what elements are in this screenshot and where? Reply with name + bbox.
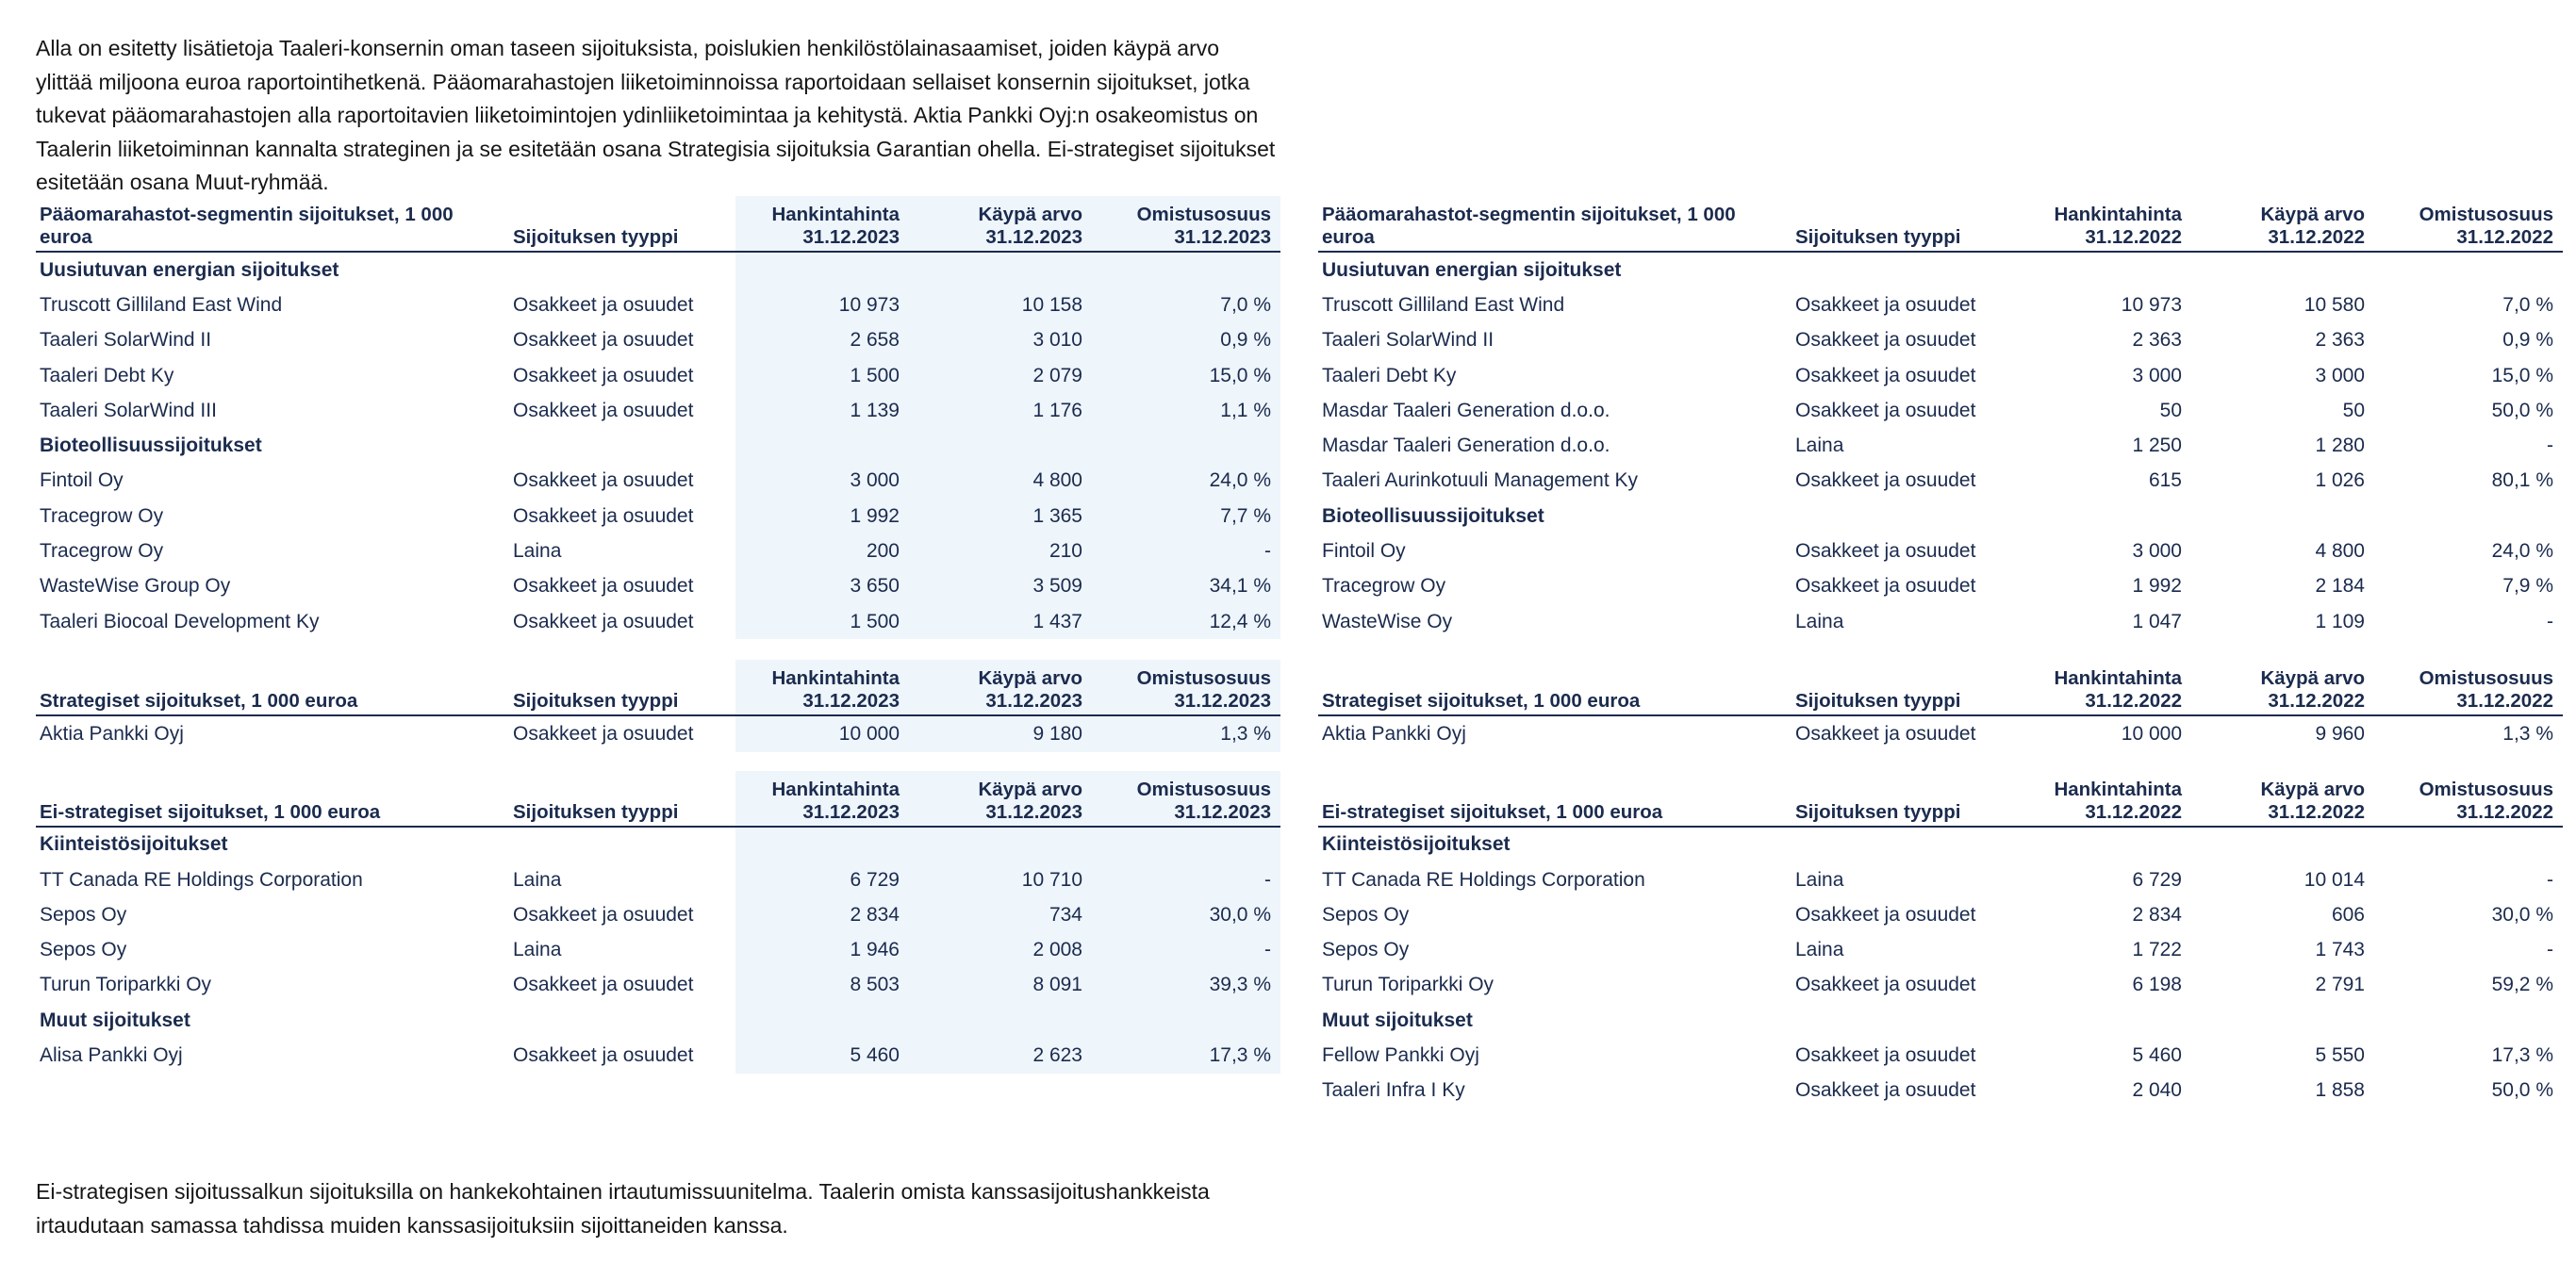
investment-type: Laina (513, 868, 562, 891)
investment-name: Taaleri Debt Ky (40, 364, 174, 386)
acquisition-cost: 1 500 (735, 358, 909, 393)
investment-type (509, 1003, 735, 1038)
investment-type: Osakkeet ja osuudet (1795, 293, 1976, 316)
acquisition-cost: 2 834 (2132, 903, 2182, 926)
investment-type (1792, 252, 2018, 287)
column-header: Sijoituksen tyyppi (509, 771, 735, 827)
ownership-share: 34,1 % (1092, 569, 1280, 604)
acquisition-cost: 3 000 (2132, 540, 2182, 563)
ownership-share: 15,0 % (1092, 358, 1280, 393)
table-row (36, 932, 1280, 967)
column-header: Hankintahinta 31.12.2022 (2018, 196, 2191, 252)
acquisition-cost: 1 946 (735, 932, 909, 967)
category-row (36, 428, 1280, 463)
table-row (1318, 533, 2563, 568)
column-header: Hankintahinta 31.12.2023 (735, 660, 909, 715)
investment-name: Sepos Oy (1322, 939, 1410, 961)
investment-type: Osakkeet ja osuudet (513, 329, 694, 352)
table-row (36, 715, 1280, 751)
table-row (1318, 932, 2563, 967)
category-row (1318, 1003, 2563, 1038)
ownership-share: 7,9 % (2502, 575, 2553, 598)
fair-value (909, 827, 1092, 862)
table-row (1318, 1038, 2563, 1073)
ownership-share: 80,1 % (2491, 469, 2553, 492)
fair-value: 4 800 (2315, 540, 2365, 563)
table-non-strategic-2023 (36, 771, 1280, 1074)
fair-value: 2 623 (909, 1038, 1092, 1073)
investment-type: Osakkeet ja osuudet (1795, 364, 1976, 386)
investment-type: Laina (1795, 610, 1844, 632)
ownership-share: 39,3 % (1092, 968, 1280, 1003)
column-header: Hankintahinta 31.12.2022 (2018, 771, 2191, 827)
table-strategic-2022 (1318, 660, 2563, 751)
fair-value: 1 176 (909, 393, 1092, 428)
investment-type: Laina (513, 540, 562, 563)
ownership-share: 0,9 % (1092, 323, 1280, 358)
ownership-share: 59,2 % (2491, 974, 2553, 996)
fair-value: 1 365 (909, 499, 1092, 533)
investment-type: Osakkeet ja osuudet (1795, 974, 1976, 996)
acquisition-cost: 5 460 (2132, 1043, 2182, 1066)
table-row (36, 393, 1280, 428)
acquisition-cost (2018, 827, 2191, 862)
ownership-share: - (2547, 435, 2553, 457)
investment-type: Osakkeet ja osuudet (1795, 469, 1976, 492)
table-row (36, 533, 1280, 568)
acquisition-cost: 615 (2148, 469, 2182, 492)
acquisition-cost: 6 729 (735, 862, 909, 897)
fair-value: 1 743 (2315, 939, 2365, 961)
acquisition-cost: 3 000 (735, 464, 909, 499)
table-block-strategic (1318, 660, 2563, 751)
investment-name: Turun Toriparkki Oy (1322, 974, 1494, 996)
fair-value: 1 280 (2315, 435, 2365, 457)
acquisition-cost (735, 827, 909, 862)
acquisition-cost (735, 252, 909, 287)
investment-name: Alisa Pankki Oyj (40, 1043, 183, 1066)
ownership-share: 7,7 % (1092, 499, 1280, 533)
acquisition-cost: 8 503 (735, 968, 909, 1003)
investment-name: Aktia Pankki Oyj (1322, 722, 1466, 745)
investment-name: Muut sijoitukset (1322, 1009, 1473, 1031)
acquisition-cost: 3 650 (735, 569, 909, 604)
investment-type (1792, 499, 2018, 533)
table-row (36, 968, 1280, 1003)
ownership-share: 17,3 % (2491, 1043, 2553, 1066)
fair-value (909, 1003, 1092, 1038)
column-header: Strategiset sijoitukset, 1 000 euroa (36, 660, 509, 715)
fair-value (2191, 252, 2374, 287)
investment-type: Osakkeet ja osuudet (513, 364, 694, 386)
column-header: Omistusosuus 31.12.2022 (2374, 660, 2563, 715)
column-header: Hankintahinta 31.12.2022 (2018, 660, 2191, 715)
table-capital-funds-2022 (1318, 196, 2563, 639)
column-header: Hankintahinta 31.12.2023 (735, 771, 909, 827)
table-row (36, 897, 1280, 932)
investment-name: WasteWise Oy (1322, 610, 1453, 632)
acquisition-cost: 2 658 (735, 323, 909, 358)
acquisition-cost (2018, 499, 2191, 533)
column-header: Käypä arvo 31.12.2023 (909, 196, 1092, 252)
column-2023 (36, 196, 1280, 1094)
fair-value: 9 960 (2315, 722, 2365, 745)
ownership-share: - (1092, 533, 1280, 568)
fair-value: 3 000 (2315, 364, 2365, 386)
column-header: Ei-strategiset sijoitukset, 1 000 euroa (1318, 771, 1792, 827)
ownership-share: - (1092, 932, 1280, 967)
investment-type (1792, 1003, 2018, 1038)
table-header-row (1318, 771, 2563, 827)
column-header: Omistusosuus 31.12.2023 (1092, 660, 1280, 715)
acquisition-cost: 1 992 (735, 499, 909, 533)
investment-name: WasteWise Group Oy (40, 575, 231, 598)
table-row (1318, 604, 2563, 639)
table-row (36, 604, 1280, 639)
column-header: Strategiset sijoitukset, 1 000 euroa (1318, 660, 1792, 715)
acquisition-cost (2018, 252, 2191, 287)
column-header: Sijoituksen tyyppi (509, 196, 735, 252)
table-row (1318, 358, 2563, 393)
ownership-share: 15,0 % (2491, 364, 2553, 386)
investment-type: Laina (1795, 435, 1844, 457)
acquisition-cost: 5 460 (735, 1038, 909, 1073)
category-row (36, 252, 1280, 287)
fair-value (2191, 499, 2374, 533)
table-non-strategic-2022 (1318, 771, 2563, 1108)
table-row (1318, 428, 2563, 463)
ownership-share: - (2547, 939, 2553, 961)
fair-value: 210 (909, 533, 1092, 568)
investment-name: Taaleri Debt Ky (1322, 364, 1457, 386)
fair-value: 10 710 (909, 862, 1092, 897)
table-row (36, 287, 1280, 322)
investment-type (509, 428, 735, 463)
investment-name: Muut sijoitukset (40, 1009, 190, 1031)
investment-type: Osakkeet ja osuudet (513, 469, 694, 492)
table-block-non-strategic (36, 771, 1280, 1074)
acquisition-cost: 50 (2159, 399, 2182, 421)
acquisition-cost (2018, 1003, 2191, 1038)
ownership-share: 7,0 % (2502, 293, 2553, 316)
investment-name: Tracegrow Oy (40, 540, 164, 563)
investment-name: Taaleri SolarWind II (1322, 329, 1494, 352)
ownership-share: 0,9 % (2502, 329, 2553, 352)
category-row (1318, 827, 2563, 862)
investment-type: Osakkeet ja osuudet (513, 610, 694, 632)
table-block-capital-funds (36, 196, 1280, 639)
ownership-share: 30,0 % (1092, 897, 1280, 932)
investment-type: Osakkeet ja osuudet (1795, 722, 1976, 745)
investment-type: Osakkeet ja osuudet (513, 974, 694, 996)
ownership-share: - (2547, 610, 2553, 632)
acquisition-cost: 6 729 (2132, 868, 2182, 891)
table-row (36, 499, 1280, 533)
investment-type: Osakkeet ja osuudet (1795, 399, 1976, 421)
table-row (36, 862, 1280, 897)
acquisition-cost: 2 040 (2132, 1079, 2182, 1102)
acquisition-cost (735, 1003, 909, 1038)
acquisition-cost: 2 363 (2132, 329, 2182, 352)
fair-value: 2 184 (2315, 575, 2365, 598)
fair-value: 1 026 (2315, 469, 2365, 492)
investment-name: Taaleri Biocoal Development Ky (40, 610, 320, 632)
fair-value: 10 580 (2304, 293, 2365, 316)
investment-name: Truscott Gilliland East Wind (1322, 293, 1565, 316)
investment-type: Osakkeet ja osuudet (513, 504, 694, 527)
ownership-share (2374, 827, 2563, 862)
ownership-share (2374, 499, 2563, 533)
investment-type (509, 827, 735, 862)
acquisition-cost: 3 000 (2132, 364, 2182, 386)
investment-name: Kiinteistösijoitukset (1322, 833, 1511, 856)
column-header: Omistusosuus 31.12.2022 (2374, 196, 2563, 252)
column-header: Käypä arvo 31.12.2023 (909, 660, 1092, 715)
fair-value: 2 079 (909, 358, 1092, 393)
investment-name: Bioteollisuussijoitukset (1322, 504, 1544, 527)
column-header: Sijoituksen tyyppi (509, 660, 735, 715)
acquisition-cost: 1 250 (2132, 435, 2182, 457)
ownership-share (2374, 252, 2563, 287)
table-header-row (36, 660, 1280, 715)
investment-name: Taaleri SolarWind III (40, 399, 217, 421)
acquisition-cost: 2 834 (735, 897, 909, 932)
investment-name: Bioteollisuussijoitukset (40, 435, 262, 457)
column-header: Hankintahinta 31.12.2023 (735, 196, 909, 252)
acquisition-cost: 1 500 (735, 604, 909, 639)
ownership-share (1092, 1003, 1280, 1038)
fair-value: 8 091 (909, 968, 1092, 1003)
table-row (36, 323, 1280, 358)
investment-name: Fintoil Oy (1322, 540, 1406, 563)
table-row (1318, 323, 2563, 358)
investment-name: Kiinteistösijoitukset (40, 833, 228, 856)
intro-paragraph: Alla on esitetty lisätietoja Taaleri-konsernin oman taseen sijoituksista, poislukien henkilöstölainasaamiset, joiden käypä arvo ylittää miljoona euroa raportointihetkenä. Pääomarahastojen liiketoiminnoissa raportoidaan sellaiset konsernin sijoitukset, jotka tukevat pääomarahastojen alla raportoitavien liiketoimintojen ydinliiketoimintaa ja kehitystä. Aktia Pankki Oyj:n osakeomistus on Taalerin liiketoiminnan kannalta strateginen ja se esitetään osana Strategisia sijoituksia Garantian ohella. Ei-strategiset sijoitukset esitetään osana Muut-ryhmää. (36, 36, 1276, 194)
investment-name: Fellow Pankki Oyj (1322, 1043, 1479, 1066)
investment-type: Osakkeet ja osuudet (1795, 903, 1976, 926)
table-block-non-strategic (1318, 771, 2563, 1108)
investment-name: Tracegrow Oy (40, 504, 164, 527)
column-header: Sijoituksen tyyppi (1792, 660, 2018, 715)
ownership-share: 24,0 % (1092, 464, 1280, 499)
fair-value (2191, 827, 2374, 862)
acquisition-cost: 1 047 (2132, 610, 2182, 632)
table-header-row (1318, 196, 2563, 252)
investment-type (509, 252, 735, 287)
table-row (1318, 968, 2563, 1003)
table-capital-funds-2023 (36, 196, 1280, 639)
investment-name: Sepos Oy (40, 903, 127, 926)
category-row (36, 1003, 1280, 1038)
fair-value (2191, 1003, 2374, 1038)
table-block-capital-funds (1318, 196, 2563, 639)
table-row (36, 1038, 1280, 1073)
table-row (1318, 287, 2563, 322)
ownership-share (2374, 1003, 2563, 1038)
table-row (1318, 715, 2563, 751)
investment-name: Uusiutuvan energian sijoitukset (1322, 258, 1622, 281)
ownership-share: 1,3 % (2502, 722, 2553, 745)
table-block-strategic (36, 660, 1280, 751)
table-header-row (1318, 660, 2563, 715)
investment-type: Osakkeet ja osuudet (1795, 540, 1976, 563)
investment-type: Osakkeet ja osuudet (1795, 329, 1976, 352)
fair-value: 5 550 (2315, 1043, 2365, 1066)
column-header: Käypä arvo 31.12.2022 (2191, 771, 2374, 827)
ownership-share: - (1092, 862, 1280, 897)
ownership-share: 17,3 % (1092, 1038, 1280, 1073)
investment-name: Taaleri SolarWind II (40, 329, 212, 352)
fair-value: 1 858 (2315, 1079, 2365, 1102)
fair-value: 10 014 (2304, 868, 2365, 891)
table-row (1318, 393, 2563, 428)
ownership-share (1092, 827, 1280, 862)
acquisition-cost: 1 722 (2132, 939, 2182, 961)
investment-type: Osakkeet ja osuudet (513, 399, 694, 421)
fair-value: 3 509 (909, 569, 1092, 604)
table-row (36, 358, 1280, 393)
category-row (36, 827, 1280, 862)
fair-value: 2 791 (2315, 974, 2365, 996)
ownership-share: 1,1 % (1092, 393, 1280, 428)
investment-name: Masdar Taaleri Generation d.o.o. (1322, 399, 1610, 421)
investment-type: Osakkeet ja osuudet (513, 722, 694, 745)
fair-value: 1 109 (2315, 610, 2365, 632)
table-header-row (36, 771, 1280, 827)
investment-type: Osakkeet ja osuudet (1795, 1079, 1976, 1102)
ownership-share: 12,4 % (1092, 604, 1280, 639)
ownership-share (1092, 428, 1280, 463)
investment-name: Aktia Pankki Oyj (40, 722, 184, 745)
column-header: Pääomarahastot-segmentin sijoitukset, 1 000 euroa (1318, 196, 1792, 252)
fair-value: 50 (2342, 399, 2365, 421)
category-row (1318, 252, 2563, 287)
investment-name: Uusiutuvan energian sijoitukset (40, 258, 339, 281)
investment-type: Osakkeet ja osuudet (1795, 1043, 1976, 1066)
table-strategic-2023 (36, 660, 1280, 751)
table-row (1318, 1074, 2563, 1108)
investment-type: Osakkeet ja osuudet (513, 1043, 694, 1066)
investment-type: Laina (513, 939, 562, 961)
investment-name: Masdar Taaleri Generation d.o.o. (1322, 435, 1610, 457)
investment-type: Osakkeet ja osuudet (1795, 575, 1976, 598)
ownership-share: 1,3 % (1092, 715, 1280, 751)
fair-value: 9 180 (909, 715, 1092, 751)
column-header: Sijoituksen tyyppi (1792, 196, 2018, 252)
acquisition-cost: 1 139 (735, 393, 909, 428)
fair-value: 2 363 (2315, 329, 2365, 352)
table-row (1318, 464, 2563, 499)
investment-type: Osakkeet ja osuudet (513, 575, 694, 598)
column-header: Ei-strategiset sijoitukset, 1 000 euroa (36, 771, 509, 827)
ownership-share: 50,0 % (2491, 399, 2553, 421)
investment-name: TT Canada RE Holdings Corporation (40, 868, 363, 891)
investment-type (1792, 827, 2018, 862)
ownership-share: 24,0 % (2491, 540, 2553, 563)
column-header: Pääomarahastot-segmentin sijoitukset, 1 000 euroa (36, 196, 509, 252)
category-row (1318, 499, 2563, 533)
ownership-share (1092, 252, 1280, 287)
column-header: Käypä arvo 31.12.2022 (2191, 660, 2374, 715)
fair-value: 1 437 (909, 604, 1092, 639)
investment-name: Sepos Oy (1322, 903, 1410, 926)
investment-name: Tracegrow Oy (1322, 575, 1446, 598)
ownership-share: 7,0 % (1092, 287, 1280, 322)
column-header: Omistusosuus 31.12.2022 (2374, 771, 2563, 827)
investment-type: Osakkeet ja osuudet (513, 293, 694, 316)
investment-name: Sepos Oy (40, 939, 127, 961)
acquisition-cost: 1 992 (2132, 575, 2182, 598)
column-header: Sijoituksen tyyppi (1792, 771, 2018, 827)
investment-type: Osakkeet ja osuudet (513, 903, 694, 926)
table-header-row (36, 196, 1280, 252)
ownership-share: 50,0 % (2491, 1079, 2553, 1102)
acquisition-cost: 200 (735, 533, 909, 568)
column-header: Omistusosuus 31.12.2023 (1092, 196, 1280, 252)
fair-value: 2 008 (909, 932, 1092, 967)
table-row (1318, 897, 2563, 932)
investment-name: Turun Toriparkki Oy (40, 974, 212, 996)
fair-value: 3 010 (909, 323, 1092, 358)
acquisition-cost: 6 198 (2132, 974, 2182, 996)
acquisition-cost: 10 973 (2121, 293, 2182, 316)
fair-value: 4 800 (909, 464, 1092, 499)
ownership-share: - (2547, 868, 2553, 891)
column-header: Omistusosuus 31.12.2023 (1092, 771, 1280, 827)
table-row (1318, 569, 2563, 604)
fair-value: 10 158 (909, 287, 1092, 322)
investment-name: Truscott Gilliland East Wind (40, 293, 283, 316)
investment-name: Taaleri Infra I Ky (1322, 1079, 1465, 1102)
fair-value: 734 (909, 897, 1092, 932)
fair-value (909, 252, 1092, 287)
investment-type: Laina (1795, 939, 1844, 961)
fair-value (909, 428, 1092, 463)
fair-value: 606 (2331, 903, 2365, 926)
table-row (36, 569, 1280, 604)
acquisition-cost (735, 428, 909, 463)
acquisition-cost: 10 000 (2121, 722, 2182, 745)
investment-type: Laina (1795, 868, 1844, 891)
investment-name: Fintoil Oy (40, 469, 124, 492)
acquisition-cost: 10 973 (735, 287, 909, 322)
column-header: Käypä arvo 31.12.2022 (2191, 196, 2374, 252)
investment-name: Taaleri Aurinkotuuli Management Ky (1322, 469, 1639, 492)
table-row (1318, 862, 2563, 897)
column-header: Käypä arvo 31.12.2023 (909, 771, 1092, 827)
outro-paragraph: Ei-strategisen sijoitussalkun sijoituksilla on hankekohtainen irtautumissuunitelma. Taalerin omista kanssasijoitushankkeista irtaudutaan samassa tahdissa muiden kanssasijoituksiin sijoittaneiden kanssa. (36, 1179, 1210, 1238)
investment-name: TT Canada RE Holdings Corporation (1322, 868, 1645, 891)
table-row (36, 464, 1280, 499)
column-2022 (1318, 196, 2563, 1129)
ownership-share: 30,0 % (2491, 903, 2553, 926)
acquisition-cost: 10 000 (735, 715, 909, 751)
